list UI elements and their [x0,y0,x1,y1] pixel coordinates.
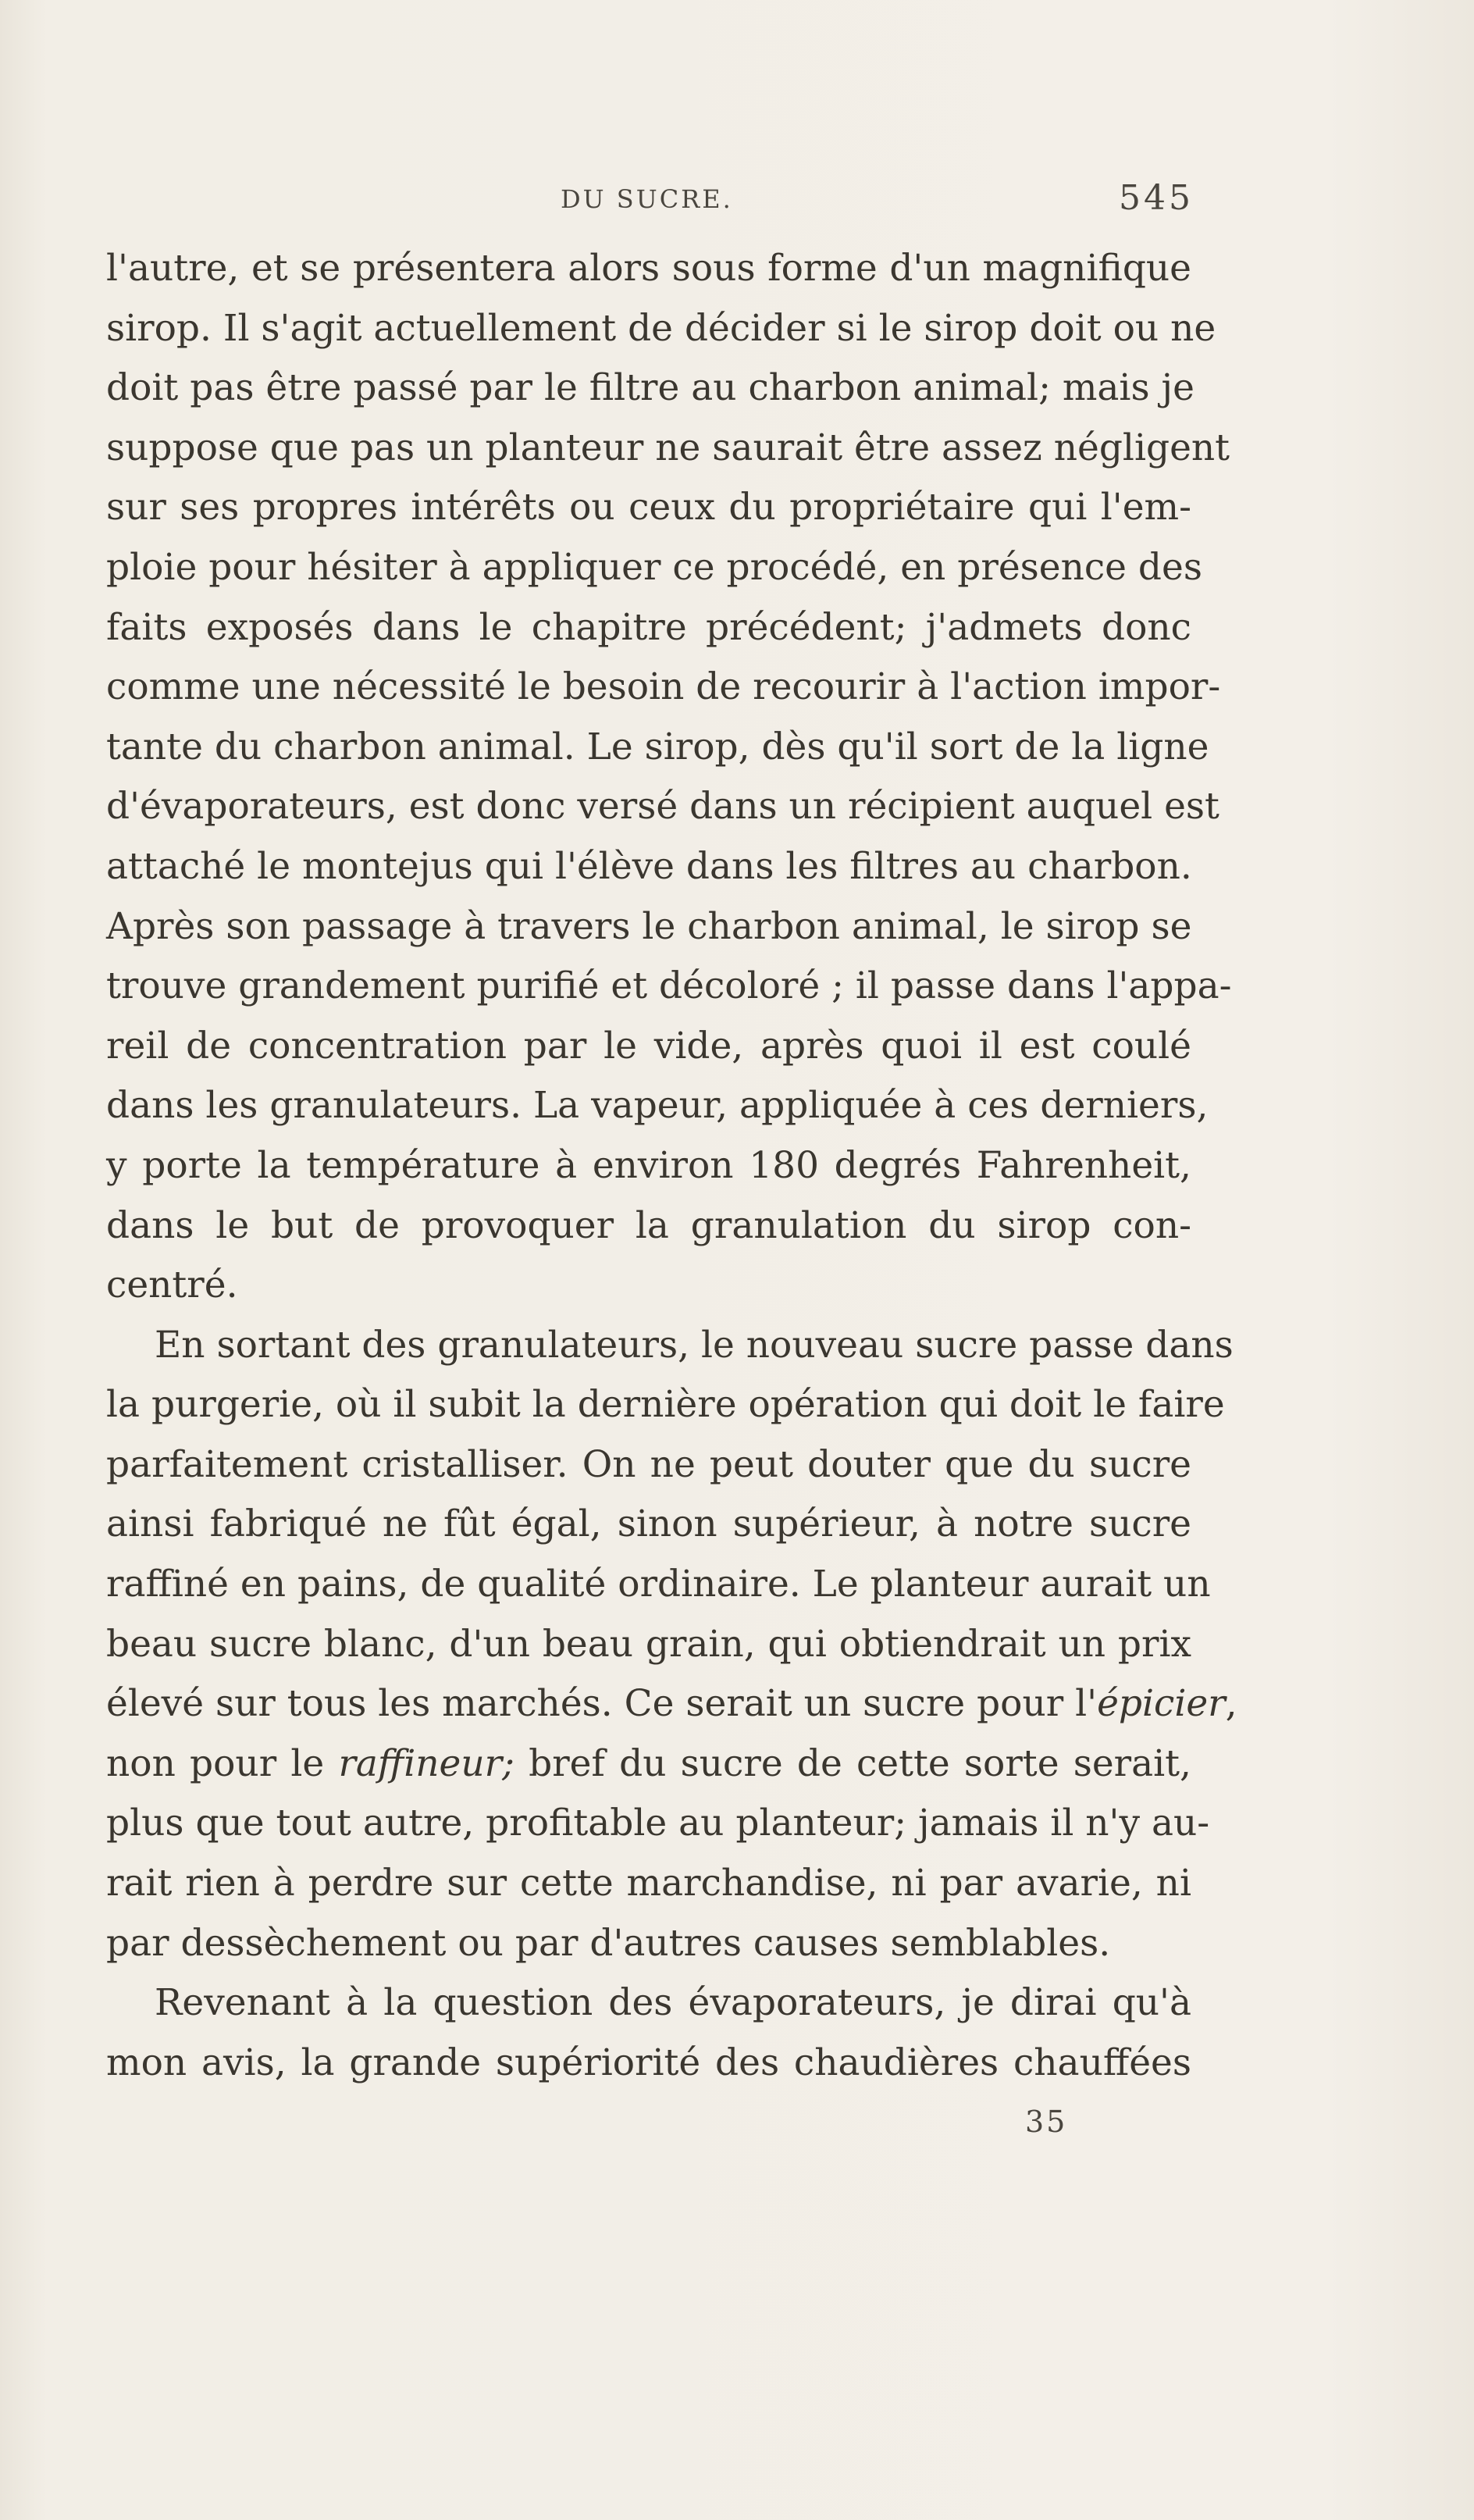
text-run: , [1225,1682,1237,1726]
text-line: rait rien à perdre sur cette marchandise, ni par avarie, ni [106,1862,1191,1905]
text-line-with-italic [106,1734,1191,1795]
body-text [106,239,1237,2093]
text-line: dans les granulateurs. La vapeur, appliquée à ces derniers, [106,1084,1209,1128]
signature-mark: 35 [1025,2105,1068,2139]
text-line: doit pas être passé par le filtre au charbon animal; mais je [106,366,1195,410]
text-line: raffiné en pains, de qualité ordinaire. Le planteur aurait un [106,1563,1211,1606]
italic-word: raffineur; [338,1741,514,1785]
paragraph-start-line: Revenant à la question des évaporateurs, je dirai qu'à [155,1981,1191,2025]
text-line: reil de concentration par le vide, après quoi il est coulé [106,1024,1191,1068]
text-line: d'évaporateurs, est donc versé dans un récipient auquel est [106,785,1219,829]
text-line: sur ses propres intérêts ou ceux du propriétaire qui l'em- [106,486,1191,529]
text-line: l'autre, et se présentera alors sous forme d'un magnifique [106,247,1191,290]
text-line: mon avis, la grande supériorité des chaudières chauffées [106,2041,1191,2084]
text-line: plus que tout autre, profitable au planteur; jamais il n'y au- [106,1802,1210,1845]
text-line: comme une nécessité le besoin de recourir à l'action impor- [106,665,1221,709]
text-run: non pour le [106,1741,339,1785]
text-line: ainsi fabriqué ne fût égal, sinon supérieur, à notre sucre [106,1502,1191,1546]
text-line: parfaitement cristalliser. On ne peut douter que du sucre [106,1442,1191,1486]
page-number: 545 [1119,178,1194,218]
text-line: y porte la température à environ 180 degrés Fahrenheit, [106,1143,1191,1187]
paragraph-end-line: par dessèchement ou par d'autres causes semblables. [106,1921,1111,1965]
text-run: bref du sucre de cette sorte serait, [514,1741,1192,1785]
text-line: beau sucre blanc, d'un beau grain, qui obtiendrait un prix [106,1622,1191,1666]
paragraph-start-line: En sortant des granulateurs, le nouveau sucre passe dans [155,1323,1234,1367]
paragraph-end-line: centré. [106,1264,238,1307]
italic-word: épicier [1097,1682,1226,1726]
text-line: sirop. Il s'agit actuellement de décider si le sirop doit ou ne [106,306,1216,350]
text-line: dans le but de provoquer la granulation du sirop con- [106,1203,1191,1247]
running-head [0,173,1474,228]
text-line: suppose que pas un planteur ne saurait être assez négligent [106,426,1230,469]
running-title: DU SUCRE. [561,184,733,214]
text-line: Après son passage à travers le charbon animal, le sirop se [106,904,1192,948]
text-line: faits exposés dans le chapitre précédent; j'admets donc [106,605,1191,649]
text-line: ploie pour hésiter à appliquer ce procédé, en présence des [106,545,1202,589]
text-run: élevé sur tous les marchés. Ce serait un sucre pour l' [106,1682,1098,1726]
text-line: tante du charbon animal. Le sirop, dès qu'il sort de la ligne [106,725,1209,768]
text-line-with-italic [106,1674,1237,1734]
text-line: la purgerie, où il subit la dernière opération qui doit le faire [106,1383,1225,1427]
text-line: attaché le montejus qui l'élève dans les filtres au charbon. [106,844,1192,888]
text-line: trouve grandement purifié et décoloré ; il passe dans l'appa- [106,964,1232,1008]
